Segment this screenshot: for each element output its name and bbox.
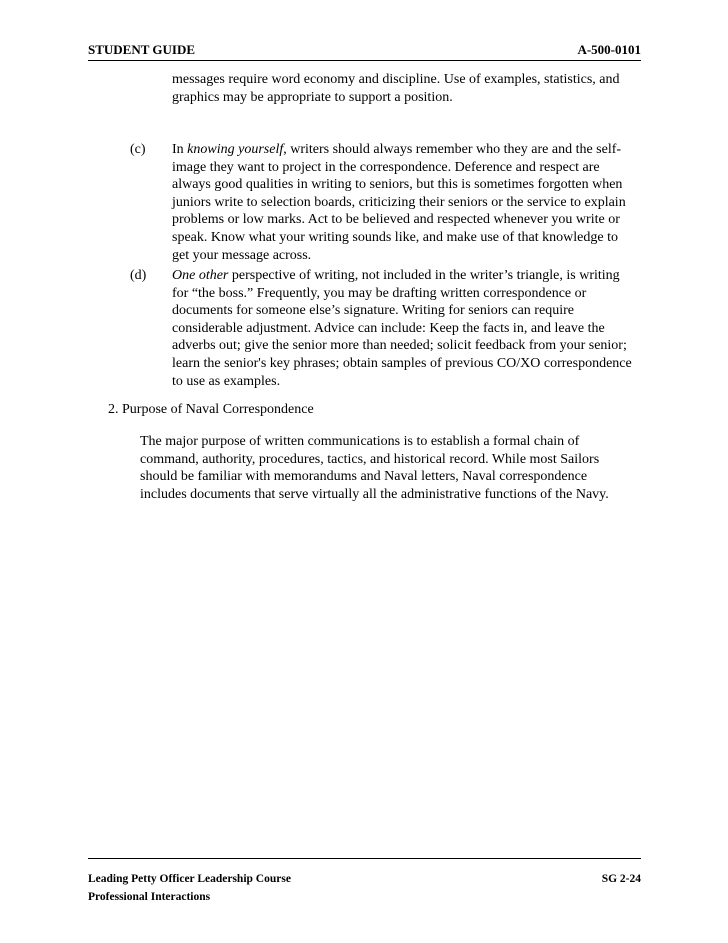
section-heading: 2. Purpose of Naval Correspondence — [108, 402, 314, 417]
text-line: learn the senior's key phrases; obtain samples of previous CO/XO correspondence — [172, 355, 632, 371]
text-line: speak. Know what your writing sounds like, and make use of that knowledge to — [172, 229, 618, 245]
text-line: to use as examples. — [172, 373, 281, 389]
text-line: should be familiar with memorandums and Naval letters, Naval correspondence — [140, 469, 588, 485]
text-line: command, authority, procedures, tactics, and historical record. While most Sailors — [140, 451, 600, 467]
text-line: considerable adjustment. Advice can include: Keep the facts in, and leave the — [172, 320, 605, 336]
emphasis-one-other: One other — [172, 268, 229, 283]
section-paragraph — [140, 433, 640, 503]
text-line: problems or low marks. Act to be believed and respected whenever you write or — [172, 212, 620, 228]
text-line: juniors write to selection boards, criticizing their seniors or the service to explain — [172, 194, 626, 210]
course-title: Leading Petty Officer Leadership Course — [88, 873, 291, 885]
module-title: Professional Interactions — [88, 891, 211, 903]
item-d-label: (d) — [130, 268, 147, 283]
header-title: STUDENT GUIDE — [88, 42, 196, 57]
text-line: includes documents that serve virtually all the administrative functions of the Navy. — [140, 486, 609, 502]
text-line: The major purpose of written communications is to establish a formal chain of — [140, 434, 580, 449]
item-c-paragraph — [172, 141, 642, 264]
page-footer — [88, 858, 641, 903]
page-header — [88, 40, 641, 61]
text-run: , writers should always remember who they are and the self- — [283, 142, 622, 157]
text-line: always good qualities in writing to seniors, but this is sometimes forgotten when — [172, 177, 623, 193]
page-number: SG 2-24 — [601, 873, 641, 885]
text-line: documents for someone else’s signature. Writing for seniors can require — [172, 303, 574, 319]
item-c-label: (c) — [130, 142, 146, 157]
text-line: get your message across. — [172, 247, 312, 263]
text-line: adverbs out; give the senior more than needed; solicit feedback from your senior; — [172, 338, 627, 354]
document-number: A-500-0101 — [577, 42, 641, 57]
text-line — [172, 141, 642, 159]
emphasis-knowing-yourself: knowing yourself — [187, 142, 284, 157]
text-line: messages require word economy and discipline. Use of examples, statistics, and — [172, 72, 620, 87]
text-line — [172, 267, 642, 285]
continued-paragraph — [172, 71, 642, 106]
text-run: perspective of writing, not included in the writer’s triangle, is writing — [228, 268, 620, 283]
text-run: In — [172, 142, 188, 157]
item-d-paragraph — [172, 267, 642, 390]
text-line: graphics may be appropriate to support a position. — [172, 89, 453, 105]
text-line: image they want to project in the correspondence. Deference and respect are — [172, 159, 600, 175]
text-line: for “the boss.” Frequently, you may be drafting written correspondence or — [172, 285, 587, 301]
